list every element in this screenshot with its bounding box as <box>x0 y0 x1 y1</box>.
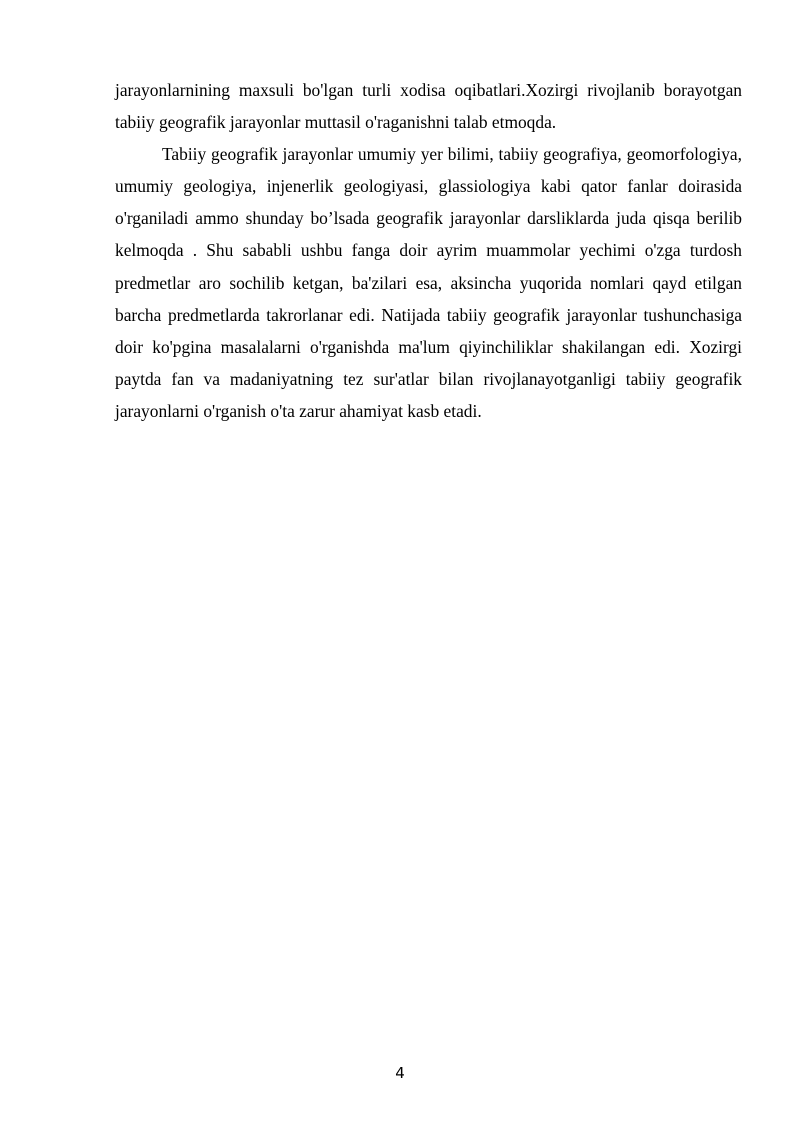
paragraph-continued: jarayonlarnining maxsuli bo'lgan turli xodisa oqibatlari.Xozirgi rivojlanib borayotgan tabiiy geografik jarayonlar muttasil o'raganishni talab etmoqda. <box>115 80 742 133</box>
paragraph-main: Tabiiy geografik jarayonlar umumiy yer bilimi, tabiiy geografiya, geomorfologiya, umumiy geologiya, injenerlik geologiyasi, glassiologiya kabi qator fanlar doirasida o'rganiladi ammo shunday bo’lsada geografik jarayonlar darsliklarda juda qisqa berilib kelmoqda . Shu sababli ushbu fanga doir ayrim muammolar yechimi o'zga turdosh predmetlar aro sochilib ketgan, ba'zilari esa, aksincha yuqorida nomlari qayd etilgan barcha predmetlarda takrorlanar edi. Natijada tabiiy geografik jarayonlar tushunchasiga doir ko'pgina masalalarni o'rganishda ma'lum qiyinchiliklar shakilangan edi. Xozirgi paytda fan va madaniyatning tez sur'atlar bilan rivojlanayotganligi tabiiy geografik jarayonlarni o'rganish o'ta zarur ahamiyat kasb etadi. <box>115 144 742 421</box>
page-number: 4 <box>395 1064 405 1082</box>
body-text <box>115 74 742 427</box>
